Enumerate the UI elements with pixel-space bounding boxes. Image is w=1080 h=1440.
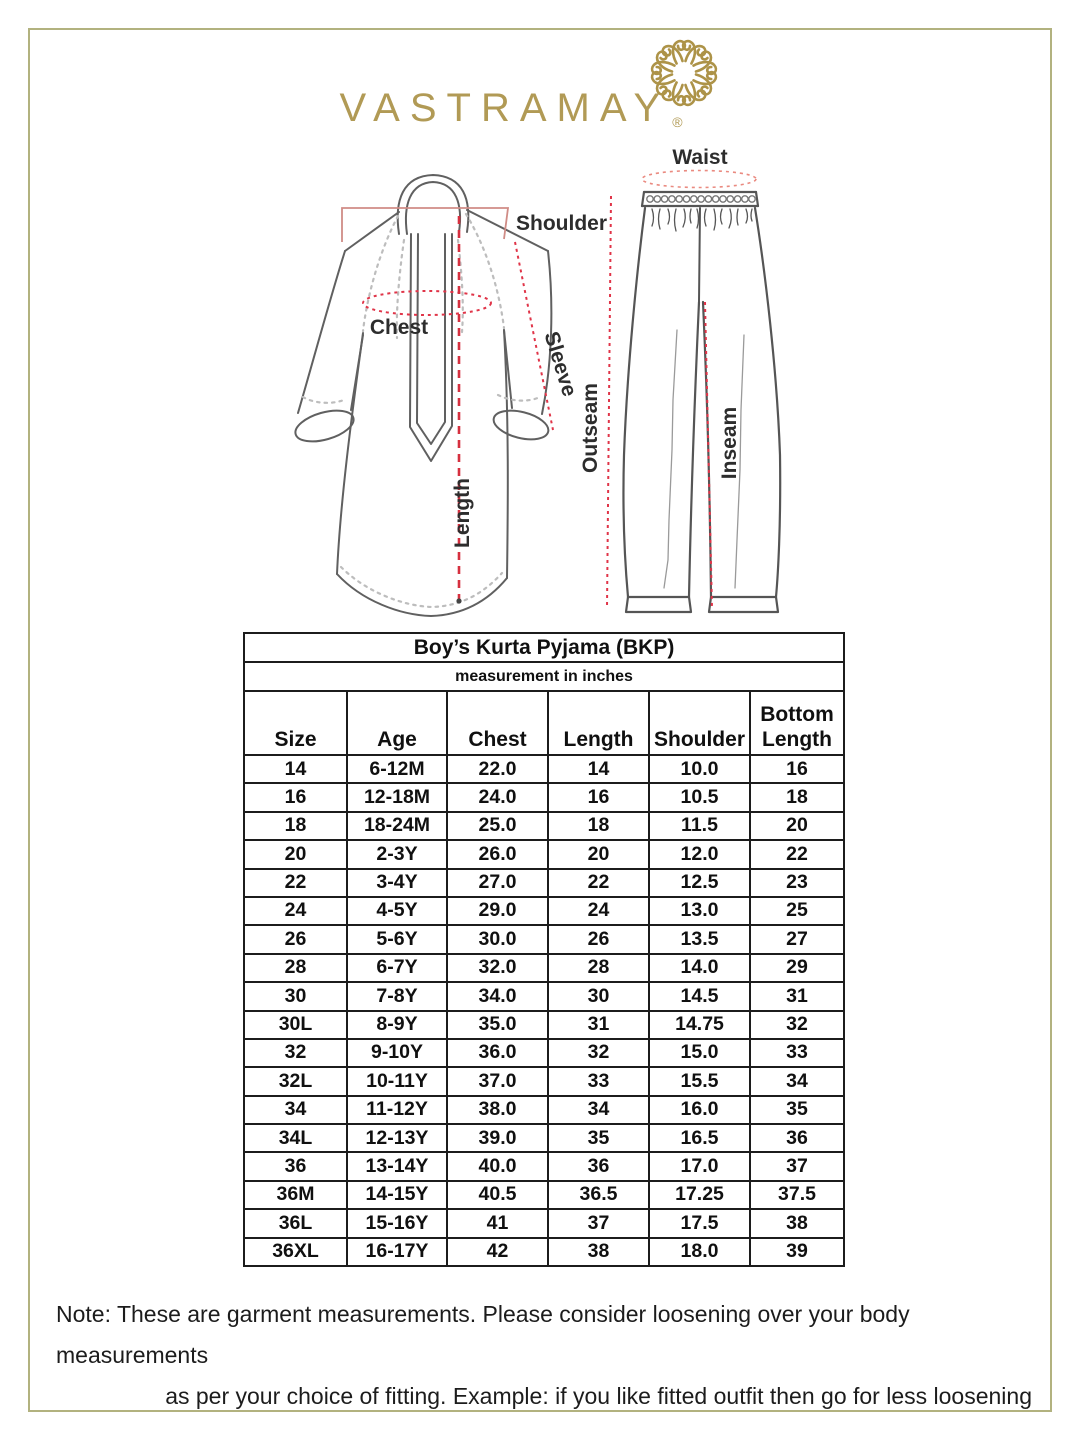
table-cell: 31 [750, 982, 844, 1010]
column-header-bottom-length: Bottom Length [750, 691, 844, 755]
table-cell: 40.0 [447, 1152, 548, 1180]
table-cell: 29 [750, 954, 844, 982]
table-row [244, 1067, 844, 1095]
table-cell: 10.0 [649, 755, 750, 783]
size-table-body [244, 755, 844, 1266]
table-cell: 32 [244, 1039, 347, 1067]
table-cell: 40.5 [447, 1181, 548, 1209]
size-chart-section [243, 632, 845, 1267]
table-cell: 20 [244, 840, 347, 868]
table-cell: 30 [244, 982, 347, 1010]
table-cell: 27.0 [447, 869, 548, 897]
table-cell: 36L [244, 1209, 347, 1237]
table-cell: 16.0 [649, 1096, 750, 1124]
table-row [244, 1011, 844, 1039]
table-cell: 3-4Y [347, 869, 447, 897]
table-cell: 13.5 [649, 925, 750, 953]
measurement-diagram [285, 140, 795, 630]
table-cell: 32 [750, 1011, 844, 1039]
table-row [244, 1096, 844, 1124]
waistband-gathers [652, 209, 752, 231]
table-cell: 37.5 [750, 1181, 844, 1209]
table-cell: 30 [548, 982, 649, 1010]
table-cell: 7-8Y [347, 982, 447, 1010]
table-cell: 15-16Y [347, 1209, 447, 1237]
table-cell: 24.0 [447, 783, 548, 811]
table-row [244, 982, 844, 1010]
table-cell: 14.0 [649, 954, 750, 982]
note-line-2: as per your choice of fitting. Example: if you like fitted outfit then go for less loosening [165, 1383, 1032, 1409]
outseam-label: Outseam [579, 383, 602, 473]
table-cell: 35 [750, 1096, 844, 1124]
table-cell: 37 [548, 1209, 649, 1237]
table-cell: 13-14Y [347, 1152, 447, 1180]
table-row [244, 1181, 844, 1209]
table-cell: 14-15Y [347, 1181, 447, 1209]
table-cell: 37 [750, 1152, 844, 1180]
table-cell: 18 [548, 812, 649, 840]
table-cell: 42 [447, 1238, 548, 1266]
table-cell: 35.0 [447, 1011, 548, 1039]
table-subtitle: measurement in inches [244, 662, 844, 691]
table-cell: 32.0 [447, 954, 548, 982]
measurement-note [56, 1294, 1032, 1417]
table-cell: 34 [750, 1067, 844, 1095]
table-title: Boy’s Kurta Pyjama (BKP) [244, 633, 844, 662]
table-row [244, 1039, 844, 1067]
table-cell: 36.0 [447, 1039, 548, 1067]
table-cell: 31 [548, 1011, 649, 1039]
table-cell: 22 [548, 869, 649, 897]
table-cell: 8-9Y [347, 1011, 447, 1039]
table-cell: 10-11Y [347, 1067, 447, 1095]
table-cell: 12-18M [347, 783, 447, 811]
table-cell: 34 [244, 1096, 347, 1124]
table-cell: 9-10Y [347, 1039, 447, 1067]
table-cell: 16 [548, 783, 649, 811]
table-cell: 17.0 [649, 1152, 750, 1180]
table-cell: 15.5 [649, 1067, 750, 1095]
brand-logo [0, 86, 1020, 131]
table-cell: 32L [244, 1067, 347, 1095]
chest-label: Chest [369, 316, 429, 339]
table-cell: 24 [244, 897, 347, 925]
sleeve-label: Sleeve [539, 328, 581, 400]
table-row [244, 783, 844, 811]
inseam-label: Inseam [718, 406, 741, 480]
table-cell: 41 [447, 1209, 548, 1237]
table-cell: 36 [548, 1152, 649, 1180]
table-row [244, 1209, 844, 1237]
column-header-chest: Chest [447, 691, 548, 755]
table-row [244, 755, 844, 783]
table-cell: 10.5 [649, 783, 750, 811]
table-cell: 33 [750, 1039, 844, 1067]
table-cell: 18 [750, 783, 844, 811]
table-cell: 28 [548, 954, 649, 982]
table-cell: 5-6Y [347, 925, 447, 953]
table-cell: 38 [750, 1209, 844, 1237]
table-row [244, 954, 844, 982]
table-cell: 12.0 [649, 840, 750, 868]
table-cell: 35 [548, 1124, 649, 1152]
column-header-age: Age [347, 691, 447, 755]
column-header-length: Length [548, 691, 649, 755]
table-cell: 16-17Y [347, 1238, 447, 1266]
table-cell: 14 [244, 755, 347, 783]
table-cell: 12.5 [649, 869, 750, 897]
table-cell: 6-7Y [347, 954, 447, 982]
table-cell: 15.0 [649, 1039, 750, 1067]
table-cell: 18.0 [649, 1238, 750, 1266]
pyjama-drawing [623, 192, 780, 612]
table-cell: 17.25 [649, 1181, 750, 1209]
table-cell: 17.5 [649, 1209, 750, 1237]
table-row [244, 840, 844, 868]
table-cell: 39.0 [447, 1124, 548, 1152]
chest-measure-ellipse [363, 291, 491, 315]
table-cell: 24 [548, 897, 649, 925]
table-cell: 38 [548, 1238, 649, 1266]
table-cell: 36XL [244, 1238, 347, 1266]
table-cell: 16 [750, 755, 844, 783]
table-cell: 34.0 [447, 982, 548, 1010]
table-cell: 30L [244, 1011, 347, 1039]
table-row [244, 1238, 844, 1266]
table-cell: 11.5 [649, 812, 750, 840]
size-chart-table [243, 632, 845, 1267]
table-cell: 33 [548, 1067, 649, 1095]
table-cell: 34 [548, 1096, 649, 1124]
table-cell: 22.0 [447, 755, 548, 783]
table-cell: 26 [548, 925, 649, 953]
table-row [244, 1124, 844, 1152]
table-cell: 18-24M [347, 812, 447, 840]
table-cell: 26 [244, 925, 347, 953]
table-cell: 32 [548, 1039, 649, 1067]
waist-measure-ellipse [642, 171, 756, 188]
table-cell: 18 [244, 812, 347, 840]
table-cell: 36 [750, 1124, 844, 1152]
table-row [244, 812, 844, 840]
table-cell: 25.0 [447, 812, 548, 840]
table-cell: 36M [244, 1181, 347, 1209]
table-cell: 22 [244, 869, 347, 897]
table-cell: 26.0 [447, 840, 548, 868]
table-cell: 30.0 [447, 925, 548, 953]
table-cell: 14.5 [649, 982, 750, 1010]
table-cell: 4-5Y [347, 897, 447, 925]
waist-label: Waist [672, 146, 728, 169]
note-line-1: Note: These are garment measurements. Please consider loosening over your body measurements [56, 1301, 910, 1368]
table-cell: 16 [244, 783, 347, 811]
table-cell: 29.0 [447, 897, 548, 925]
table-cell: 16.5 [649, 1124, 750, 1152]
kurta-drawing [292, 175, 551, 616]
length-label: Length [451, 478, 474, 548]
table-cell: 23 [750, 869, 844, 897]
table-cell: 22 [750, 840, 844, 868]
table-row [244, 925, 844, 953]
table-cell: 13.0 [649, 897, 750, 925]
table-row [244, 1152, 844, 1180]
table-row [244, 897, 844, 925]
length-end-dot [456, 598, 461, 603]
table-cell: 36.5 [548, 1181, 649, 1209]
table-cell: 39 [750, 1238, 844, 1266]
table-cell: 2-3Y [347, 840, 447, 868]
table-cell: 37.0 [447, 1067, 548, 1095]
table-cell: 25 [750, 897, 844, 925]
table-cell: 20 [750, 812, 844, 840]
table-cell: 20 [548, 840, 649, 868]
column-header-size: Size [244, 691, 347, 755]
table-cell: 11-12Y [347, 1096, 447, 1124]
table-cell: 34L [244, 1124, 347, 1152]
table-cell: 28 [244, 954, 347, 982]
table-row [244, 869, 844, 897]
brand-name: VASTRAMAY [339, 86, 671, 130]
table-cell: 14 [548, 755, 649, 783]
shoulder-label: Shoulder [516, 212, 608, 235]
outseam-measure-line [607, 196, 611, 608]
table-cell: 27 [750, 925, 844, 953]
brand-flower-icon [644, 33, 724, 113]
table-cell: 6-12M [347, 755, 447, 783]
table-cell: 12-13Y [347, 1124, 447, 1152]
table-cell: 38.0 [447, 1096, 548, 1124]
table-cell: 36 [244, 1152, 347, 1180]
shoulder-measure-line [342, 208, 508, 242]
waistband-elastic [647, 196, 755, 202]
table-cell: 14.75 [649, 1011, 750, 1039]
registered-trademark: ® [672, 114, 683, 130]
column-header-shoulder: Shoulder [649, 691, 750, 755]
